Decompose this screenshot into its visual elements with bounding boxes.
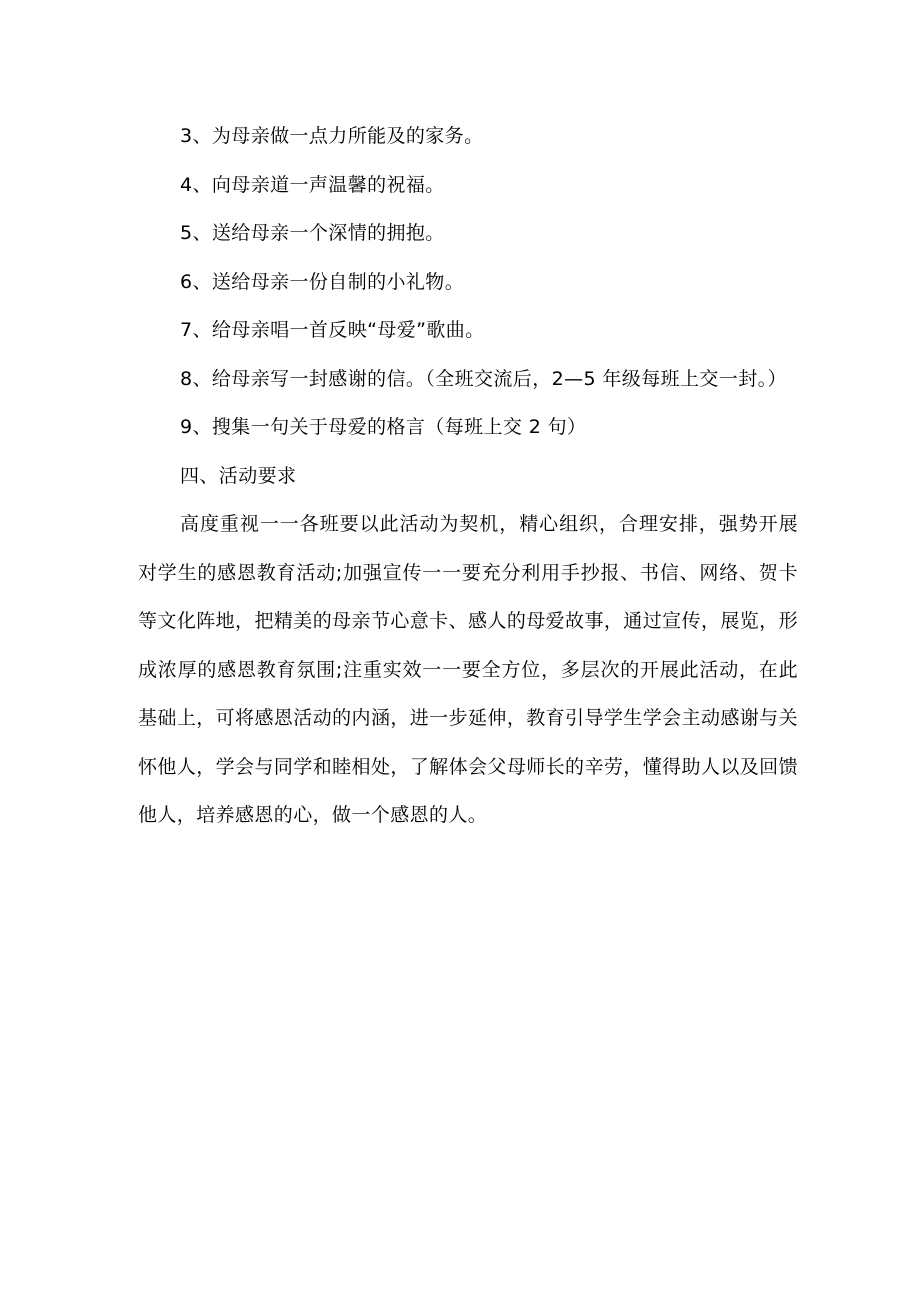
list-item-3: 3、为母亲做一点力所能及的家务。 xyxy=(180,125,484,147)
body-paragraph: 高度重视一一各班要以此活动为契机，精心组织，合理安排，强势开展对学生的感恩教育活动;加强宣传一一要充分利用手抄报、书信、网络、贺卡等文化阵地，把精美的母亲节心意卡、感人的母爱故事，通过宣传，展览，形成浓厚的感恩教育氛围;注重实效一一要全方位，多层次的开展此活动，在此基础上，可将感恩活动的内涵，进一步延伸，教育引导学生学会主动感谢与关怀他人，学会与同学和睦相处，了解体会父母师长的辛劳，懂得助人以及回馈他人，培养感恩的心，做一个感恩的人。 xyxy=(138,513,798,826)
list-item-5: 5、送给母亲一个深情的拥抱。 xyxy=(180,222,445,244)
section-heading: 四、活动要求 xyxy=(180,464,297,487)
list-item-4: 4、向母亲道一声温馨的祝福。 xyxy=(180,173,445,196)
document-body xyxy=(138,112,798,840)
list-item-9: 9、搜集一句关于母爱的格言（每班上交 2 句） xyxy=(180,416,587,438)
list-item-6: 6、送给母亲一份自制的小礼物。 xyxy=(180,270,465,293)
list-item-8: 8、给母亲写一封感谢的信。（全班交流后，2—5 年级每班上交一封。） xyxy=(180,367,787,390)
list-item-7: 7、给母亲唱一首反映“母爱”歌曲。 xyxy=(180,319,485,341)
